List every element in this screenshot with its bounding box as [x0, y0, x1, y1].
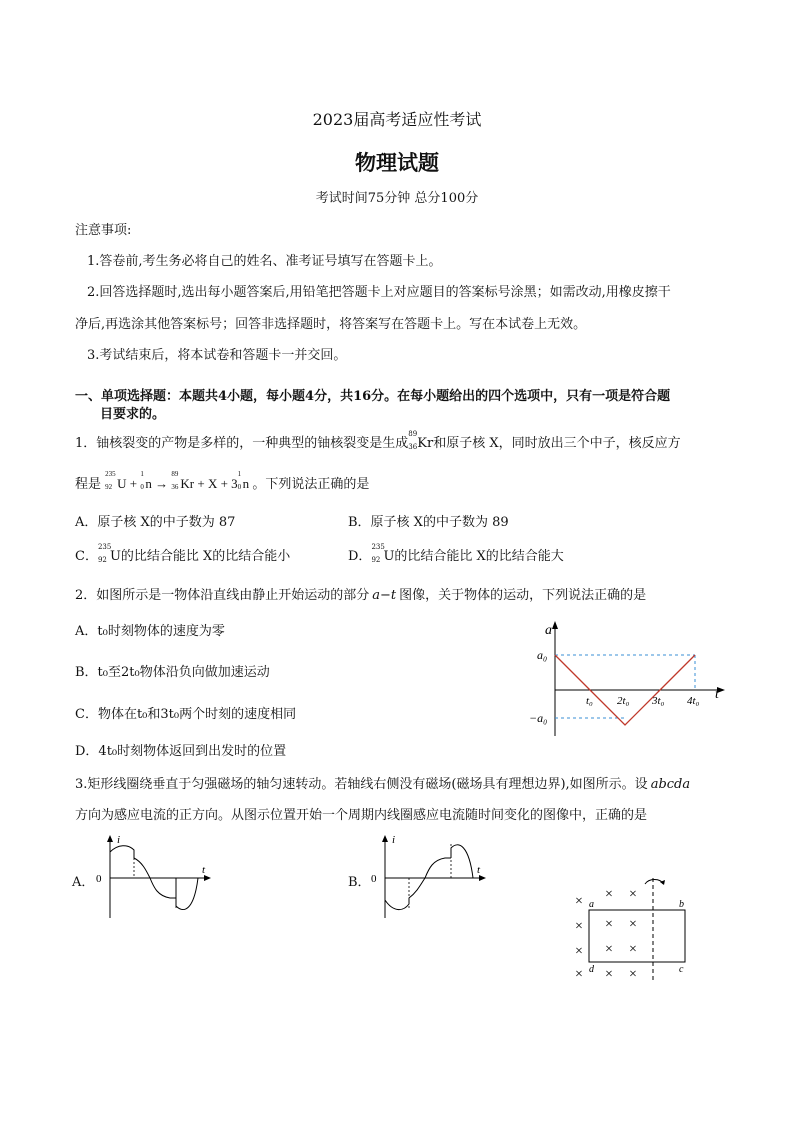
svg-text:×: × [629, 917, 637, 932]
q2-option-d[interactable]: D．4t₀时刻物体返回到出发时的位置 [75, 744, 287, 759]
note-2: 2.回答选择题时,选出每小题答案后,用铅笔把答题卡上对应题目的答案标号涂黑；如需改动,用橡皮擦干 [87, 285, 671, 300]
tick-3t0: 3t₀ [652, 695, 665, 707]
svg-text:×: × [605, 942, 613, 957]
magnetic-field-crosses [575, 887, 637, 982]
q2-option-a[interactable]: A．t₀时刻物体的速度为零 [75, 624, 225, 639]
rotation-arrow-icon [645, 880, 663, 885]
tick-2t0: 2t₀ [617, 695, 630, 707]
q2-option-c[interactable]: C．物体在t₀和3t₀两个时刻的速度相同 [75, 707, 297, 722]
svg-text:i: i [117, 834, 121, 846]
svg-text:×: × [575, 894, 583, 909]
a0-label: a₀ [537, 648, 548, 662]
section-heading-cont: 目要求的。 [100, 407, 166, 422]
q1-option-b[interactable]: B．原子核 X的中子数为 89 [348, 515, 509, 530]
q1-line1 [75, 432, 681, 451]
svg-text:×: × [575, 919, 583, 934]
svg-text:×: × [629, 887, 637, 902]
q1-option-a[interactable]: A．原子核 X的中子数为 87 [75, 515, 236, 530]
note-3: 3.考试结束后，将本试卷和答题卡一并交回。 [87, 348, 347, 363]
q3-option-b-graph[interactable] [365, 830, 495, 920]
reaction-equation: 235 92 U + 1 0 n → 89 36 Kr + X + 3 1 0 n [105, 470, 250, 491]
svg-text:0: 0 [96, 873, 102, 885]
q1-option-c[interactable]: C． 235 92 U的比结合能比 X的比结合能小 [75, 543, 291, 564]
svg-text:×: × [605, 887, 613, 902]
q1-option-d[interactable]: D． 235 92 U的比结合能比 X的比结合能大 [348, 543, 564, 564]
note-1: 1.答卷前,考生务必将自己的姓名、准考证号填写在答题卡上。 [87, 254, 442, 269]
neg-a0-label: −a₀ [529, 711, 548, 725]
svg-text:i: i [392, 834, 396, 846]
corner-a: a [589, 899, 594, 910]
subject-title: 物理试题 [355, 151, 439, 175]
coil-rectangle [589, 910, 685, 962]
q3-option-a-label[interactable]: A． [72, 875, 95, 890]
q3-line2: 方向为感应电流的正方向。从图示位置开始一个周期内线圈感应电流随时间变化的图像中，正确的是 [75, 808, 648, 823]
y-axis-label: a [545, 623, 552, 638]
svg-text:×: × [629, 967, 637, 982]
notes-heading: 注意事项: [75, 223, 132, 238]
svg-text:0: 0 [371, 873, 377, 885]
svg-text:×: × [605, 967, 613, 982]
svg-text:×: × [575, 944, 583, 959]
svg-text:×: × [575, 967, 583, 982]
tick-t0: t₀ [586, 695, 593, 707]
y-axis-arrow [552, 621, 558, 629]
x-axis-label: t [715, 687, 719, 702]
q1-text-a: 1．铀核裂变的产物是多样的，一种典型的铀核裂变是生成 [75, 436, 409, 451]
q2-option-b[interactable]: B．t₀至2t₀物体沿负向做加速运动 [75, 665, 270, 680]
exam-meta: 考试时间75分钟 总分100分 [315, 191, 479, 206]
exam-title: 2023届高考适应性考试 [312, 110, 482, 129]
corner-b: b [679, 899, 684, 910]
svg-text:×: × [629, 942, 637, 957]
q2-stem: 2．如图所示是一物体沿直线由静止开始运动的部分 a−t 图像，关于物体的运动，下列说法正确的是 [75, 588, 647, 603]
svg-text:t: t [202, 864, 206, 876]
svg-text:×: × [605, 917, 613, 932]
tick-4t0: 4t₀ [687, 695, 700, 707]
q2-at-graph [525, 618, 735, 743]
corner-c: c [679, 964, 684, 975]
q3-option-a-graph[interactable] [90, 830, 220, 920]
kr-nuclide: 89 36 Kr [408, 430, 434, 451]
note-2-cont: 净后,再选涂其他答案标号；回答非选择题时，将答案写在答题卡上。写在本试卷上无效。 [75, 317, 587, 332]
q3-line1: 3.矩形线圈绕垂直于匀强磁场的轴匀速转动。若轴线右侧没有磁场(磁场具有理想边界),如图所示。设 abcda [75, 777, 691, 792]
q1-line2: 程是 235 92 U + 1 0 n → 89 36 Kr + X + 3 1 0 n 。下列说法正确的是 [75, 470, 370, 492]
section-heading: 一、单项选择题：本题共4小题，每小题4分，共16分。在每小题给出的四个选项中，只有一项是符合题 [75, 389, 671, 404]
corner-d: d [589, 964, 594, 975]
q3-coil-diagram [565, 868, 705, 983]
q3-option-b-label[interactable]: B． [348, 875, 371, 890]
q1-text-b: 和原子核 X，同时放出三个中子，核反应方 [433, 436, 681, 451]
svg-text:t: t [477, 864, 481, 876]
